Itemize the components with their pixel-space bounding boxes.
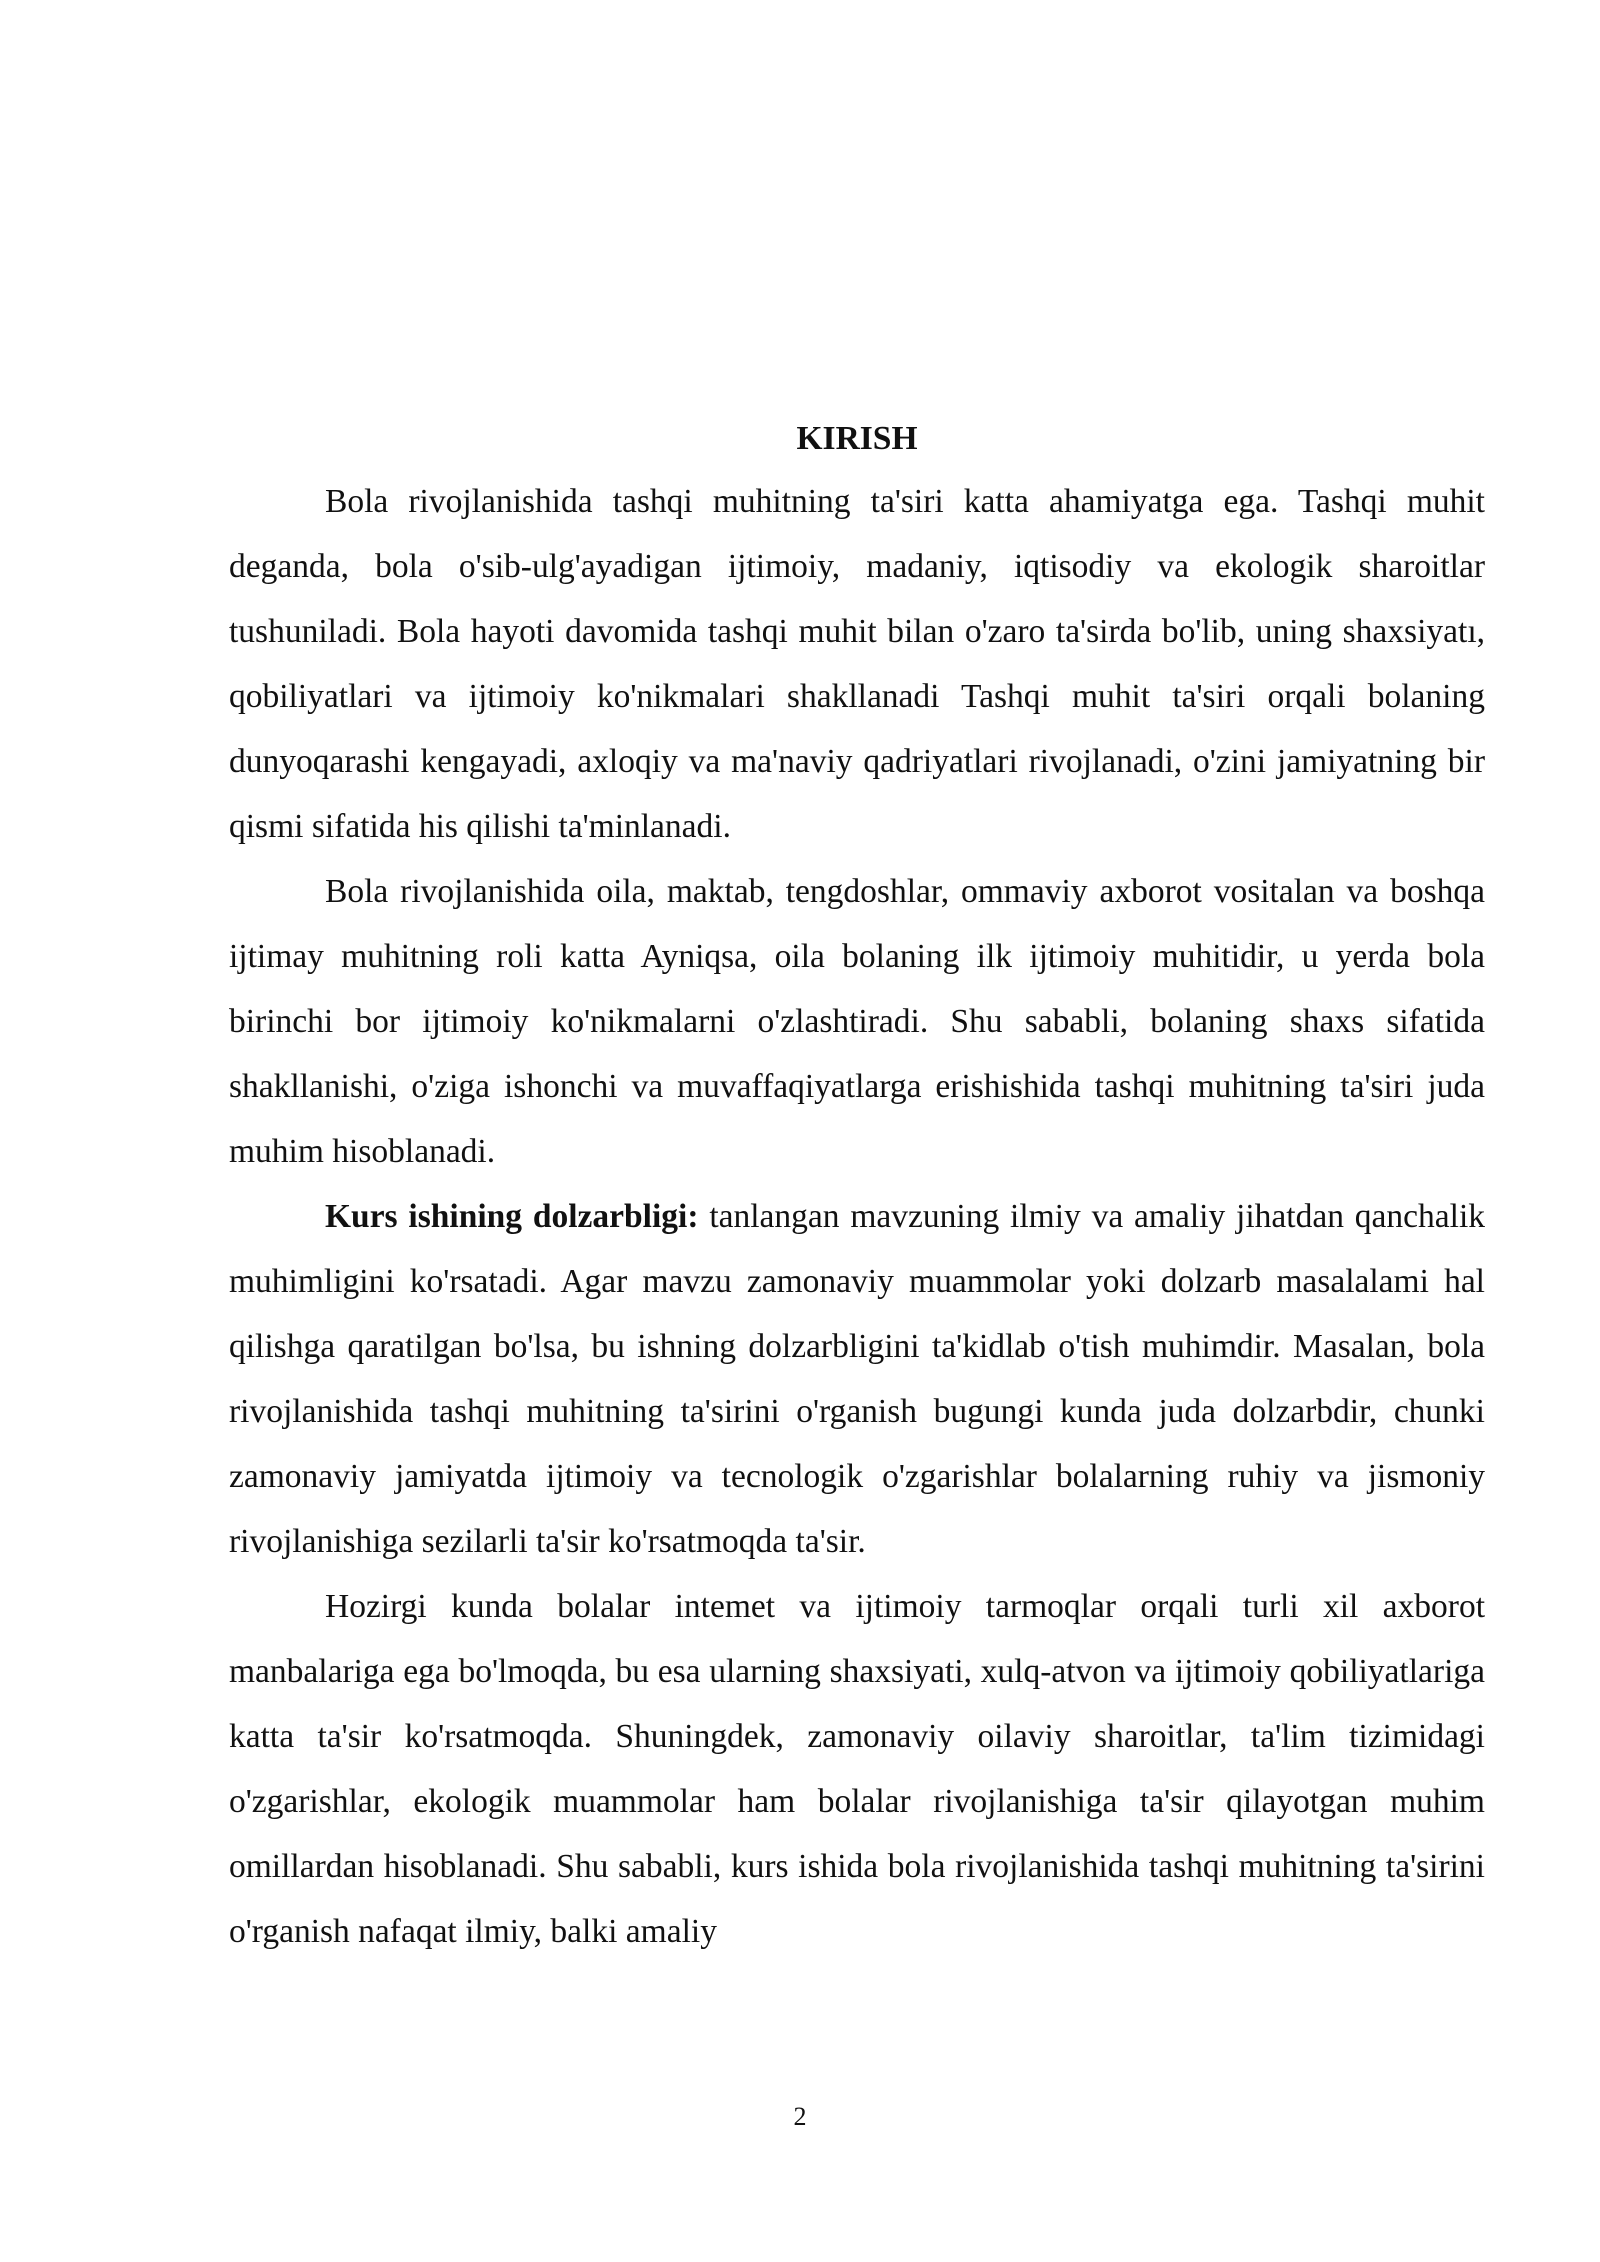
- paragraph-text: tanlangan mavzuning ilmiy va amaliy jihatdan qanchalik muhimligini ko'rsatadi. Agar mavzu zamonaviy muammolar yoki dolzarb masalalami hal qilishga qaratilgan bo'lsa, bu ishning dolzarbligini ta'kidlab o'tish muhimdir. Masalan, bola rivojlanishida tashqi muhitning ta'sirini o'rganish bugungi kunda juda dolzarbdir, chunki zamonaviy jamiyatda ijtimoiy va tecnologik o'zgarishlar bolalarning ruhiy va jismoniy rivojlanishiga sezilarli ta'sir ko'rsatmoqda ta'sir.: [229, 1198, 1485, 1560]
- paragraph-intro: [229, 469, 1485, 859]
- document-body: [229, 412, 1485, 1964]
- paragraph-text: Bola rivojlanishida oila, maktab, tengdoshlar, ommaviy axborot vositalan va boshqa ijtimay muhitning roli katta Ayniqsa, oila bolaning ilk ijtimoiy muhitidir, u yerda bola birinchi bor ijtimoiy ko'nikmalarni o'zlashtiradi. Shu sababli, bolaning shaxs sifatida shakllanishi, o'ziga ishonchi va muvaffaqiyatlarga erishishida tashqi muhitning ta'siri juda muhim hisoblanadi.: [229, 873, 1485, 1170]
- paragraph-modern-factors: [229, 1574, 1485, 1964]
- paragraph-text: Bola rivojlanishida tashqi muhitning ta'siri katta ahamiyatga ega. Tashqi muhit deganda, bola o'sib-ulg'ayadigan ijtimoiy, madaniy, iqtisodiy va ekologik sharoitlar tushuniladi. Bola hayoti davomida tashqi muhit bilan o'zaro ta'sirda bo'lib, uning shaxsiyatı, qobiliyatlari va ijtimoiy ko'nikmalari shakllanadi Tashqi muhit ta'siri orqali bolaning dunyoqarashi kengayadi, axloqiy va ma'naviy qadriyatlari rivojlanadi, o'zini jamiyatning bir qismi sifatida his qilishi ta'minlanadi.: [229, 483, 1485, 845]
- page-number: 2: [793, 2102, 807, 2131]
- paragraph-social-environment: [229, 859, 1485, 1184]
- paragraph-relevance: [229, 1184, 1485, 1574]
- paragraph-text: Hozirgi kunda bolalar intemet va ijtimoiy tarmoqlar orqali turli xil axborot manbalariga ega bo'lmoqda, bu esa ularning shaxsiyati, xulq-atvon va ijtimoiy qobiliyatlariga katta ta'sir ko'rsatmoqda. Shuningdek, zamonaviy oilaviy sharoitlar, ta'lim tizimidagi o'zgarishlar, ekologik muammolar ham bolalar rivojlanishiga ta'sir qilayotgan muhim omillardan hisoblanadi. Shu sababli, kurs ishida bola rivojlanishida tashqi muhitning ta'sirini o'rganish nafaqat ilmiy, balki amaliy: [229, 1588, 1485, 1950]
- section-title: KIRISH: [796, 420, 918, 457]
- relevance-heading: Kurs ishining dolzarbligi:: [325, 1198, 699, 1235]
